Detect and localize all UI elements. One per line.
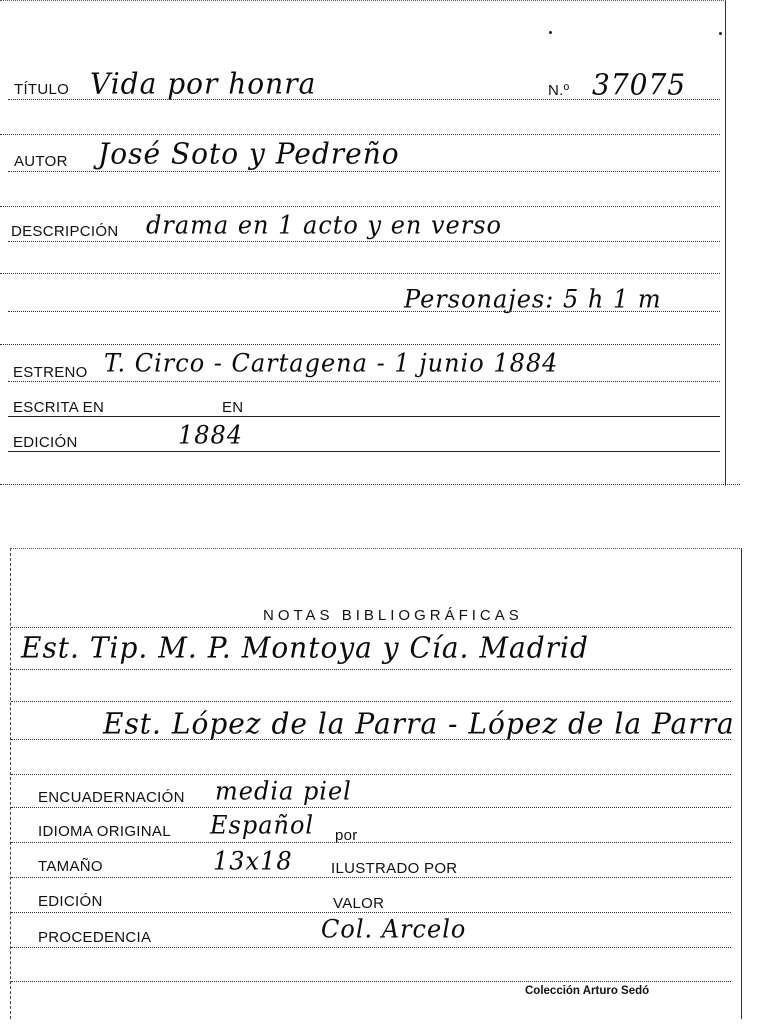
numero-label: N.º <box>548 82 570 99</box>
rule-line <box>8 171 720 172</box>
titulo-value: Vida por honra <box>90 66 317 101</box>
rule-line <box>0 206 720 207</box>
rule-line <box>11 842 731 843</box>
personajes-value: Personajes: 5 h 1 m <box>404 284 662 314</box>
rule-line <box>11 947 731 948</box>
tamano-value: 13x18 <box>213 846 293 876</box>
tamano-label: TAMAÑO <box>38 858 103 875</box>
edicion-value: 1884 <box>178 420 244 450</box>
catalog-card-bottom <box>10 548 742 1019</box>
paper-speck <box>549 31 552 34</box>
rule-line <box>0 273 720 274</box>
encuadernacion-value: media piel <box>215 776 352 806</box>
rule-line <box>8 241 720 242</box>
rule-line <box>8 311 720 312</box>
catalog-card-top <box>0 0 726 486</box>
card-bottom-edge <box>0 484 740 485</box>
rule-line <box>11 739 731 740</box>
nota-imprenta: Est. Tip. M. P. Montoya y Cía. Madrid <box>21 630 589 665</box>
rule-line <box>11 669 731 670</box>
rule-line <box>11 912 731 913</box>
rule-line <box>0 134 720 135</box>
rule-line <box>8 416 720 417</box>
autor-label: AUTOR <box>14 153 68 170</box>
idioma-value: Español <box>210 810 315 840</box>
titulo-label: TÍTULO <box>14 81 70 98</box>
paper-speck <box>719 32 722 35</box>
rule-line <box>8 451 720 452</box>
rule-line <box>11 877 731 878</box>
descripcion-label: DESCRIPCIÓN <box>11 223 119 240</box>
coleccion-stamp: Colección Arturo Sedó <box>525 985 650 997</box>
nota-editorial: Est. López de la Parra - López de la Parra <box>103 706 735 741</box>
edicion2-label: EDICIÓN <box>38 893 103 910</box>
notas-heading: NOTAS BIBLIOGRÁFICAS <box>263 607 523 624</box>
por-label: por <box>335 827 358 844</box>
edicion-label: EDICIÓN <box>13 434 78 451</box>
autor-value: José Soto y Pedreño <box>98 136 400 171</box>
procedencia-value: Col. Arcelo <box>321 914 467 944</box>
idioma-label: IDIOMA ORIGINAL <box>38 823 171 840</box>
rule-line <box>8 381 720 382</box>
estreno-label: ESTRENO <box>13 364 88 381</box>
numero-value: 37075 <box>592 67 687 102</box>
rule-line <box>11 774 731 775</box>
valor-label: VALOR <box>333 895 385 912</box>
rule-line <box>11 981 731 982</box>
escrita-en-label: ESCRITA EN <box>13 399 105 416</box>
en-label: EN <box>222 399 244 416</box>
procedencia-label: PROCEDENCIA <box>38 929 152 946</box>
descripcion-value: drama en 1 acto y en verso <box>146 210 502 240</box>
encuadernacion-label: ENCUADERNACIÓN <box>38 789 185 806</box>
ilustrado-label: ILUSTRADO POR <box>331 860 458 877</box>
rule-line <box>11 627 731 628</box>
estreno-value: T. Circo - Cartagena - 1 junio 1884 <box>104 348 559 378</box>
rule-line <box>11 807 731 808</box>
rule-line <box>8 99 720 100</box>
rule-line <box>0 344 720 345</box>
rule-line <box>11 701 731 702</box>
